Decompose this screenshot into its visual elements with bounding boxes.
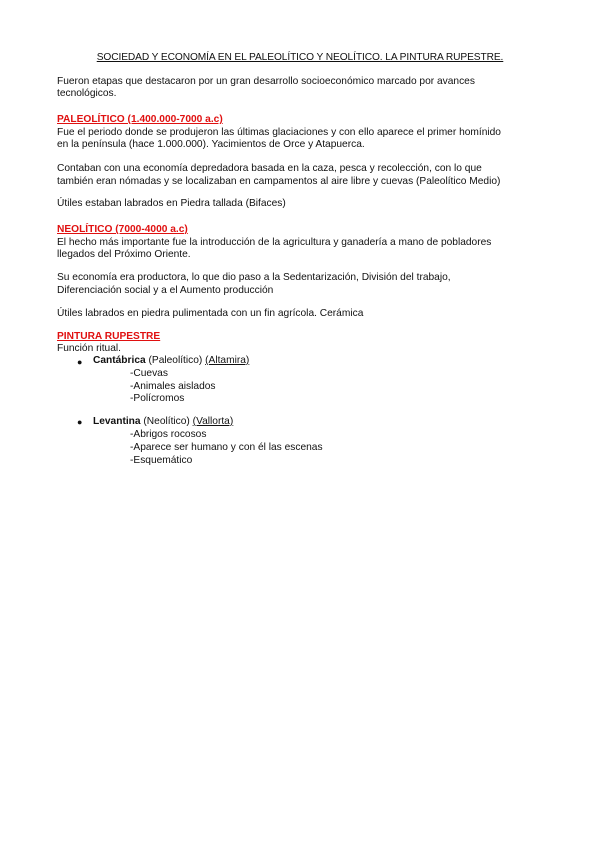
paleolitico-p3: Útiles estaban labrados en Piedra tallada (Bifaces)	[57, 198, 286, 209]
neolitico-p3: Útiles labrados en piedra pulimentada con un fin agrícola. Cerámica	[57, 308, 364, 319]
paleolitico-p2-line-1: Contaban con una economía depredadora basada en la caza, pesca y recolección, con lo que	[57, 163, 482, 174]
cantabrica-item: -Animales aislados	[130, 381, 216, 392]
intro-line-2: tecnológicos.	[57, 88, 117, 99]
neolitico-p2-line-2: Diferenciación social y a el Aumento producción	[57, 285, 274, 296]
levantina-item: -Aparece ser humano y con él las escenas	[130, 442, 323, 453]
cantabrica-name: Cantábrica	[93, 355, 146, 366]
pintura-intro: Función ritual.	[57, 343, 121, 354]
levantina-site: (Vallorta)	[192, 416, 234, 427]
cantabrica-item: -Polícromos	[130, 393, 185, 404]
intro-line-1: Fueron etapas que destacaron por un gran desarrollo socioeconómico marcado por avances	[57, 76, 475, 87]
pintura-heading: PINTURA RUPESTRE	[57, 331, 161, 342]
paleolitico-p1-line-2: en la península (hace 1.000.000). Yacimientos de Orce y Atapuerca.	[57, 139, 365, 150]
levantina-period: (Neolítico)	[143, 416, 190, 427]
neolitico-p2-line-1: Su economía era productora, lo que dio paso a la Sedentarización, División del trabajo,	[57, 272, 451, 283]
document-title: SOCIEDAD Y ECONOMÍA EN EL PALEOLÍTICO Y NEOLÍTICO. LA PINTURA RUPESTRE.	[96, 52, 504, 63]
bullet-icon: ●	[77, 417, 83, 427]
paleolitico-p1-line-1: Fue el periodo donde se produjeron las últimas glaciaciones y con ello aparece el primer homínido	[57, 127, 501, 138]
neolitico-p1-line-1: El hecho más importante fue la introducción de la agricultura y ganadería a mano de pobladores	[57, 237, 492, 248]
paleolitico-p2-line-2: también eran nómadas y se localizaban en campamentos al aire libre y cuevas (Paleolítico Medio)	[57, 176, 501, 187]
bullet-icon: ●	[77, 357, 83, 367]
neolitico-heading: NEOLÍTICO (7000-4000 a.c)	[57, 224, 188, 235]
cantabrica-item: -Cuevas	[130, 368, 168, 379]
cantabrica-title	[93, 355, 249, 368]
levantina-item: -Abrigos rocosos	[130, 429, 207, 440]
paleolitico-heading: PALEOLÍTICO (1.400.000-7000 a.c)	[57, 114, 223, 125]
levantina-title	[93, 416, 233, 429]
levantina-item: -Esquemático	[130, 455, 193, 466]
cantabrica-period: (Paleolítico)	[148, 355, 203, 366]
neolitico-p1-line-2: llegados del Próximo Oriente.	[57, 249, 191, 260]
cantabrica-site: (Altamira)	[205, 355, 250, 366]
levantina-name: Levantina	[93, 416, 141, 427]
